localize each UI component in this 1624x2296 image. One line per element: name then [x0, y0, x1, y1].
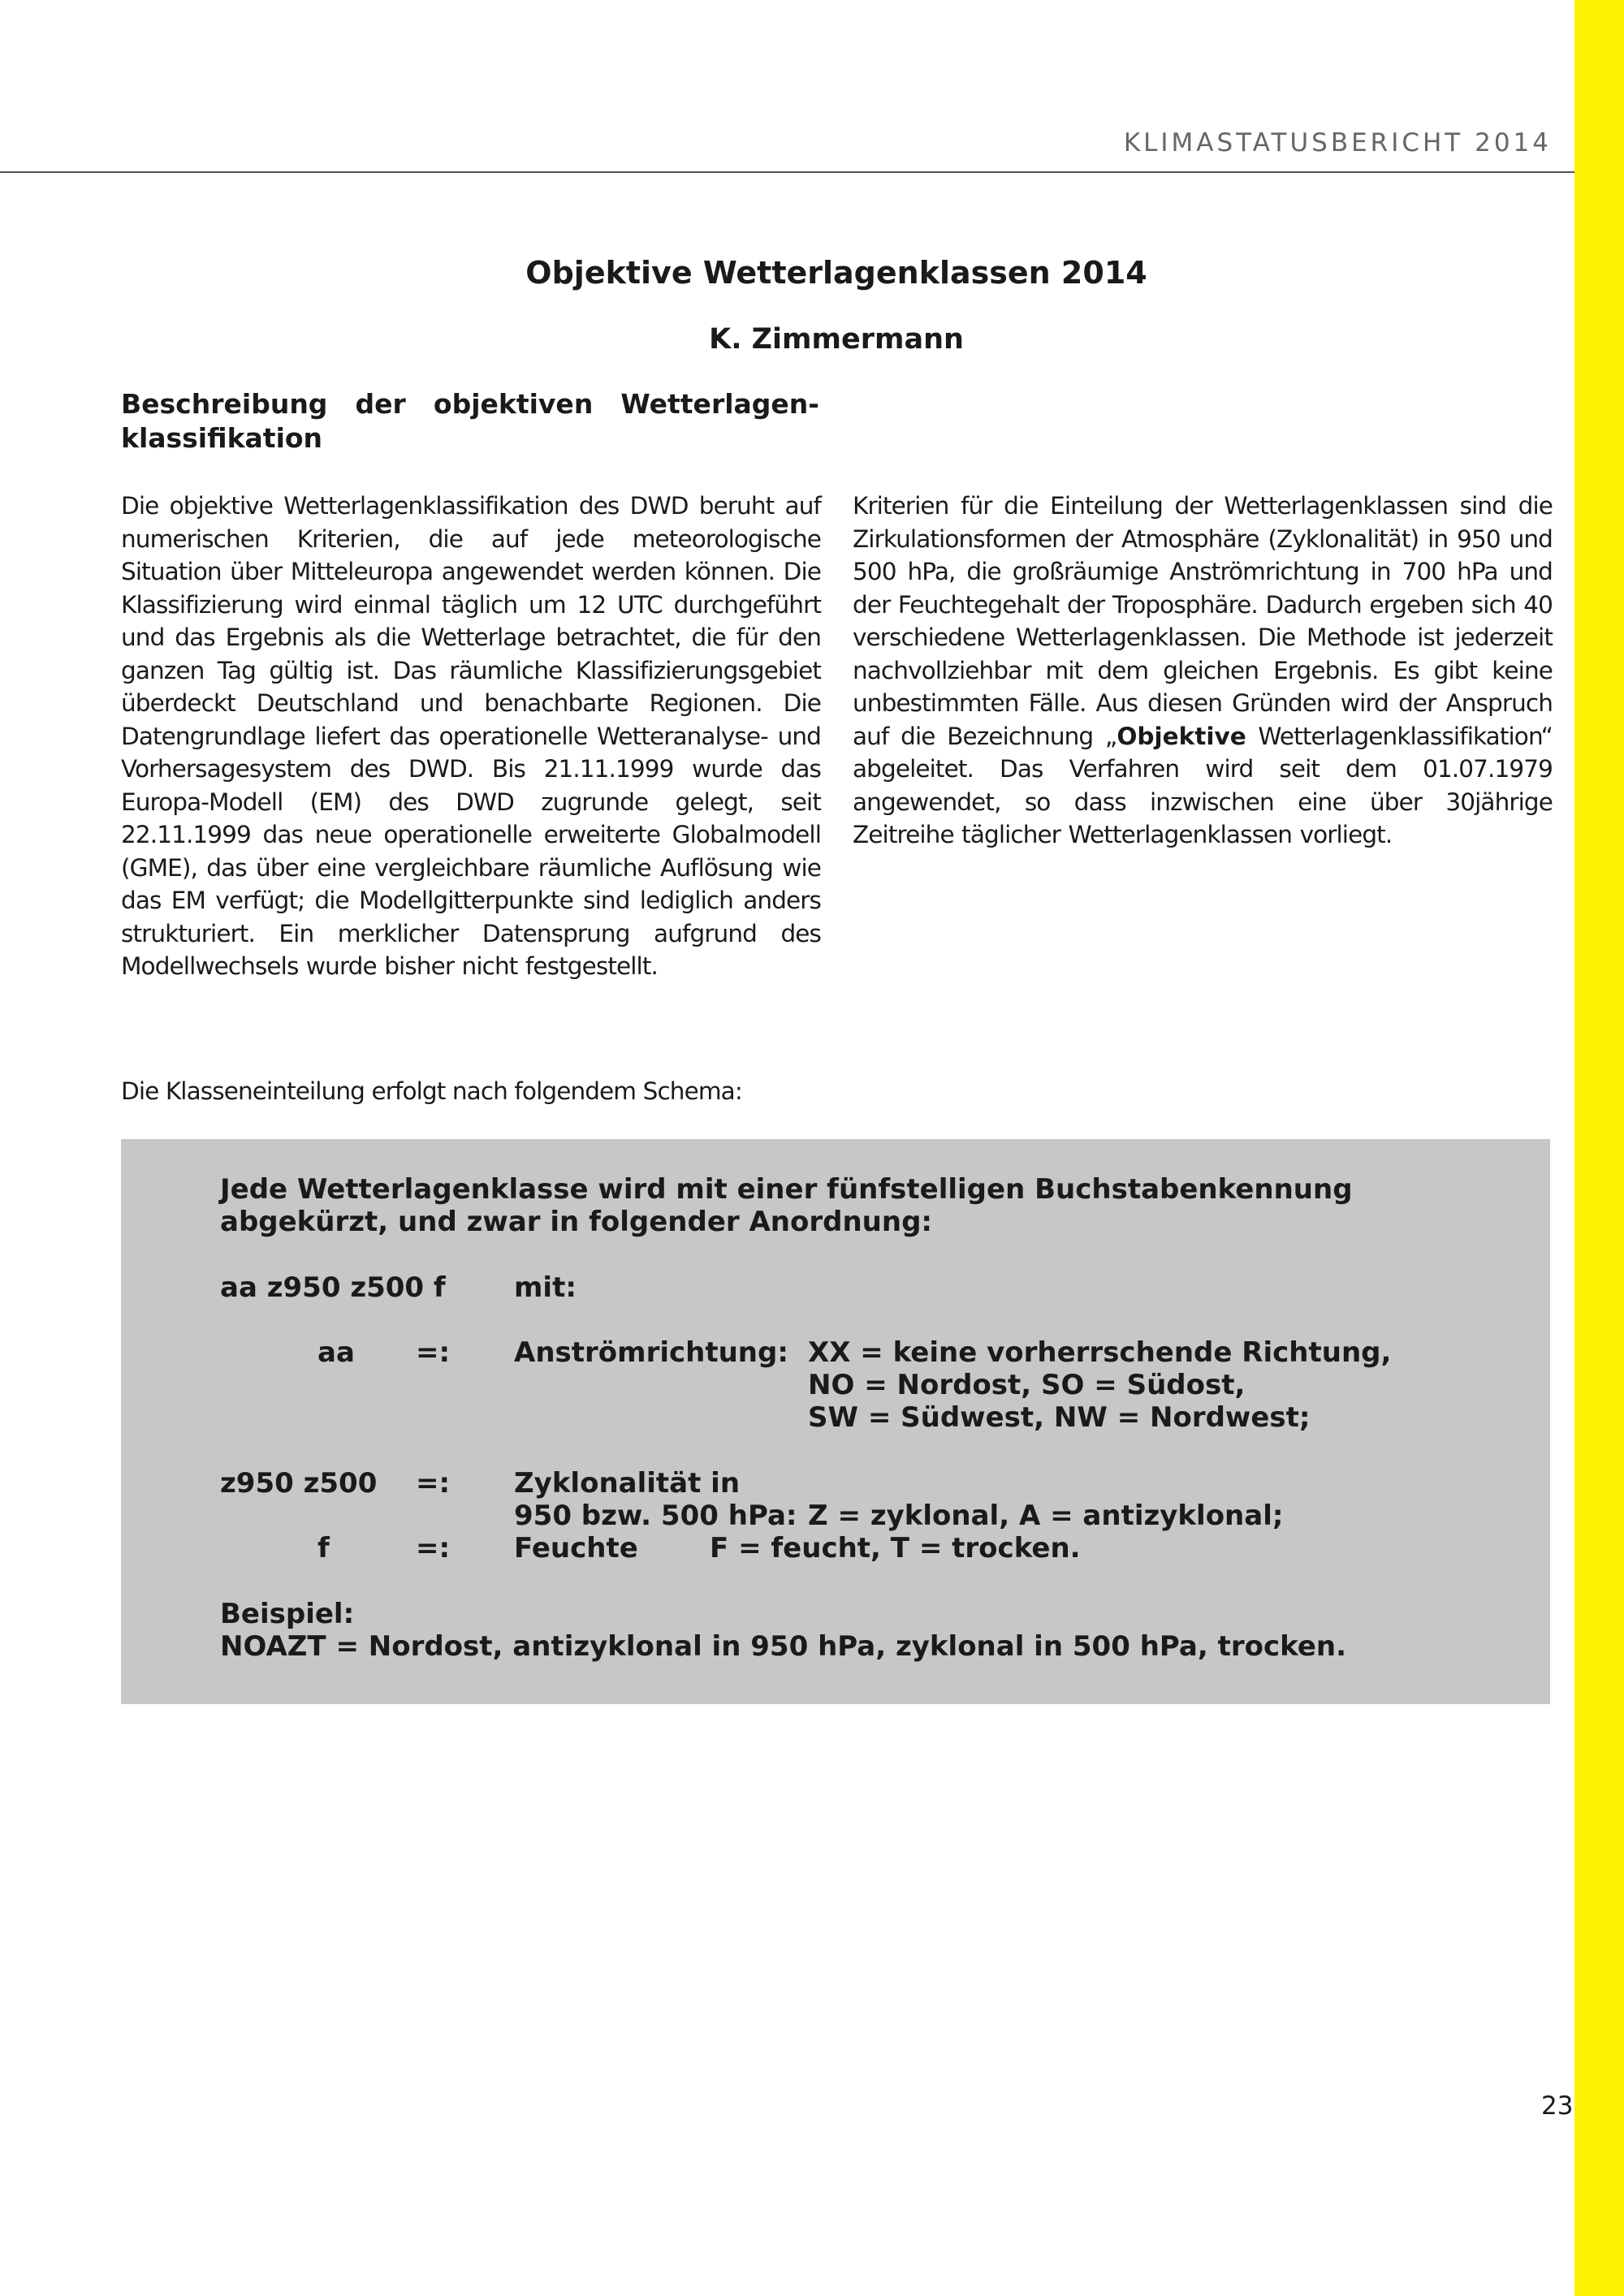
z-definition: Z = zyklonal, A = antizyklonal; [808, 1500, 1284, 1532]
z-label-2: 950 bzw. 500 hPa: [514, 1500, 797, 1532]
f-symbol: f [317, 1532, 330, 1564]
aa-equals: =: [416, 1336, 451, 1369]
z-symbol: z950 z500 [220, 1467, 378, 1500]
z-label-1: Zyklonalität in [514, 1467, 741, 1500]
right-column-text-part1: Kriterien für die Einteilung der Wetterlagenklassen sind die Zirkulationsformen der Atmosphäre (Zyklonalität) in 950 und 500 hPa, die großräumige Anströmrichtung in 700 hPa und der Feuchtegehalt der Troposphäre. Dadurch ergeben sich 40 verschiedene Wetterlagenklassen. Die Methode ist jederzeit nachvollziehbar mit dem gleichen Ergebnis. Es gibt keine unbestimmten Fälle. Aus diesen Gründen wird der Anspruch auf die Bezeichnung „ [853, 492, 1553, 750]
aa-definition-2: NO = Nordost, SO = Südost, [808, 1369, 1246, 1401]
schema-line-2: abgekürzt, und zwar in folgender Anordnung: [220, 1206, 933, 1238]
f-equals: =: [416, 1532, 451, 1564]
aa-definition-1: XX = keine vorherrschende Richtung, [808, 1336, 1392, 1369]
page-number: 23 [1541, 2091, 1574, 2121]
z-equals: =: [416, 1467, 451, 1500]
aa-definition-3: SW = Südwest, NW = Nordwest; [808, 1401, 1311, 1434]
schema-intro: Die Klasseneinteilung erfolgt nach folgendem Schema: [121, 1077, 742, 1105]
right-column-bold-word: Objektive [1116, 722, 1246, 750]
running-header: KLIMASTATUSBERICHT 2014 [1123, 128, 1552, 158]
f-label: Feuchte [514, 1532, 638, 1564]
example-label: Beispiel: [220, 1598, 355, 1630]
aa-symbol: aa [317, 1336, 355, 1369]
section-heading: Beschreibung der objektiven Wetterlagen-klassifikation [121, 388, 819, 454]
schema-box [121, 1139, 1550, 1704]
schema-line-1: Jede Wetterlagenklasse wird mit einer fünfstelligen Buchstabenkennung [220, 1173, 1353, 1206]
right-column-text-part2: Wetterlagenklassifikation“ abgeleitet. Das Verfahren wird seit dem 01.07.1979 angewendet, so dass inzwischen eine über 30jährige Zeitreihe täglicher Wetterlagenklassen vorliegt. [853, 722, 1553, 848]
schema-code: aa z950 z500 f [220, 1271, 446, 1304]
header-rule [0, 171, 1574, 173]
article-title: Objektive Wetterlagenklassen 2014 [525, 255, 1147, 291]
left-column-text: Die objektive Wetterlagenklassifikation des DWD beruht auf numerischen Kriterien, die auf jede meteorologische Situation über Mitteleuropa angewendet werden können. Die Klassifizierung wird einmal täglich um 12 UTC durchgeführt und das Ergebnis als die Wetterlage betrachtet, die für den ganzen Tag gültig ist. Das räumliche Klassifizierungsgebiet überdeckt Deutschland und benachbarte Regionen. Die Datengrundlage liefert das operationelle Wetteranalyse- und Vorhersagesystem des DWD. Bis 21.11.1999 wurde das Europa-Modell (EM) des DWD zugrunde gelegt, seit 22.11.1999 das neue operationelle erweiterte Globalmodell (GME), das über eine vergleichbare räumliche Auflösung wie das EM verfügt; die Modellgitterpunkte sind lediglich anders strukturiert. Ein merklicher Datensprung aufgrund des Modellwechsels wurde bisher nicht festgestellt. [121, 492, 821, 980]
f-definition: F = feucht, T = trocken. [710, 1532, 1081, 1564]
article-author: K. Zimmermann [709, 323, 964, 356]
schema-mit: mit: [514, 1271, 577, 1304]
right-column-text [853, 490, 1553, 852]
aa-label: Anströmrichtung: [514, 1336, 788, 1369]
example-text: NOAZT = Nordost, antizyklonal in 950 hPa, zyklonal in 500 hPa, trocken. [220, 1630, 1347, 1663]
